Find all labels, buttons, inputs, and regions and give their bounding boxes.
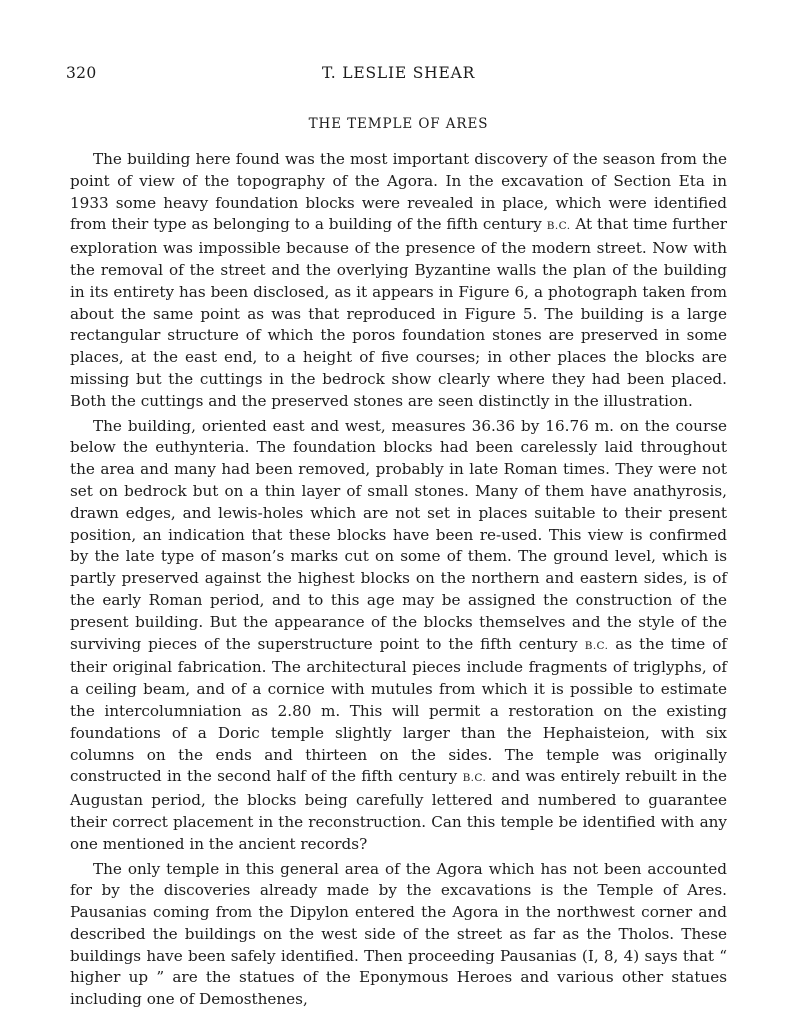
paragraph-2 (70, 416, 727, 856)
bc-abbreviation: B.C. (546, 220, 571, 233)
text-span: The building, oriented east and west, measures 36.36 by 16.76 m. on the course below the euthynteria. The foundation blocks had been carelessly laid throughout the area and many had been removed, probably in late Roman times. They were not set on bedrock but on a thin layer of small stones. Many of them have anathyrosis, drawn edges, and lewis-holes which are not set in places suitable to their present position, an indication that these blocks have been re-used. This view is confirmed by the late type of mason’s marks cut on some of them. The ground level, which is partly preserved against the highest blocks on the northern and eastern sides, is of the early Roman period, and to this age may be assigned the construction of the present building. But the appearance of the blocks themselves and the style of the surviving pieces of the superstructure point to the fifth century (70, 416, 727, 653)
section-title: THE TEMPLE OF ARES (308, 116, 489, 132)
paragraph-1 (70, 149, 727, 413)
text-span: At that time further exploration was impossible because of the presence of the modern street. Now with the removal of the street and the overlying Byzantine walls the plan of the building in its entirety has been disclosed, as it appears in Figure 6, a photograph taken from about the same point as was that reproduced in Figure 5. The building is a large rectangular structure of which the poros foundation stones are preserved in some places, at the east end, to a height of five courses; in other places the blocks are missing but the cuttings in the bedrock show clearly where they had been placed. Both the cuttings and the preserved stones are seen distinctly in the illustration. (70, 215, 727, 410)
text-span: The building here found was the most important discovery of the season from the point of view of the topography of the Agora. In the excavation of Section Eta in 1933 some heavy foundation blocks were revealed in place, which were identified from their type as belonging to a building of the fifth century (70, 150, 727, 234)
running-title: T. LESLIE SHEAR (321, 64, 476, 82)
bc-abbreviation: B.C. (584, 639, 609, 652)
text-span: and was entirely rebuilt in the Augustan period, the blocks being carefully lettered and numbered to guarantee their correct placement in the reconstruction. Can this temple be identified with any one mentioned in the ancient records? (70, 767, 728, 853)
paragraph-3 (70, 859, 727, 1012)
running-head (66, 58, 727, 84)
bc-abbreviation: B.C. (462, 772, 487, 785)
text-span: The only temple in this general area of the Agora which has not been accounted for by the discoveries already made by the excavations is the Temple of Ares. Pausanias coming from the Dipylon entered the Agora in the northwest corner and described the buildings on the west side of the street as far as the Tholos. These buildings have been safely identified. Then proceeding Pausanias (I, 8, 4) says that “ higher up ” are the statues of the Eponymous Heroes and various other statues including one of Demosthenes, (70, 859, 727, 1009)
page-number: 320 (66, 64, 97, 82)
page (66, 58, 728, 1014)
text-span: as the time of their original fabrication. The architectural pieces include fragments of triglyphs, of a ceiling beam, and of a cornice with mutules from which it is possible to estimate the intercolumniation as 2.80 m. This will permit a restoration on the existing foundations of a Doric temple slightly larger than the Hephaisteion, with six columns on the ends and thirteen on the sides. The temple was originally constructed in the second half of the fifth century (70, 634, 727, 786)
